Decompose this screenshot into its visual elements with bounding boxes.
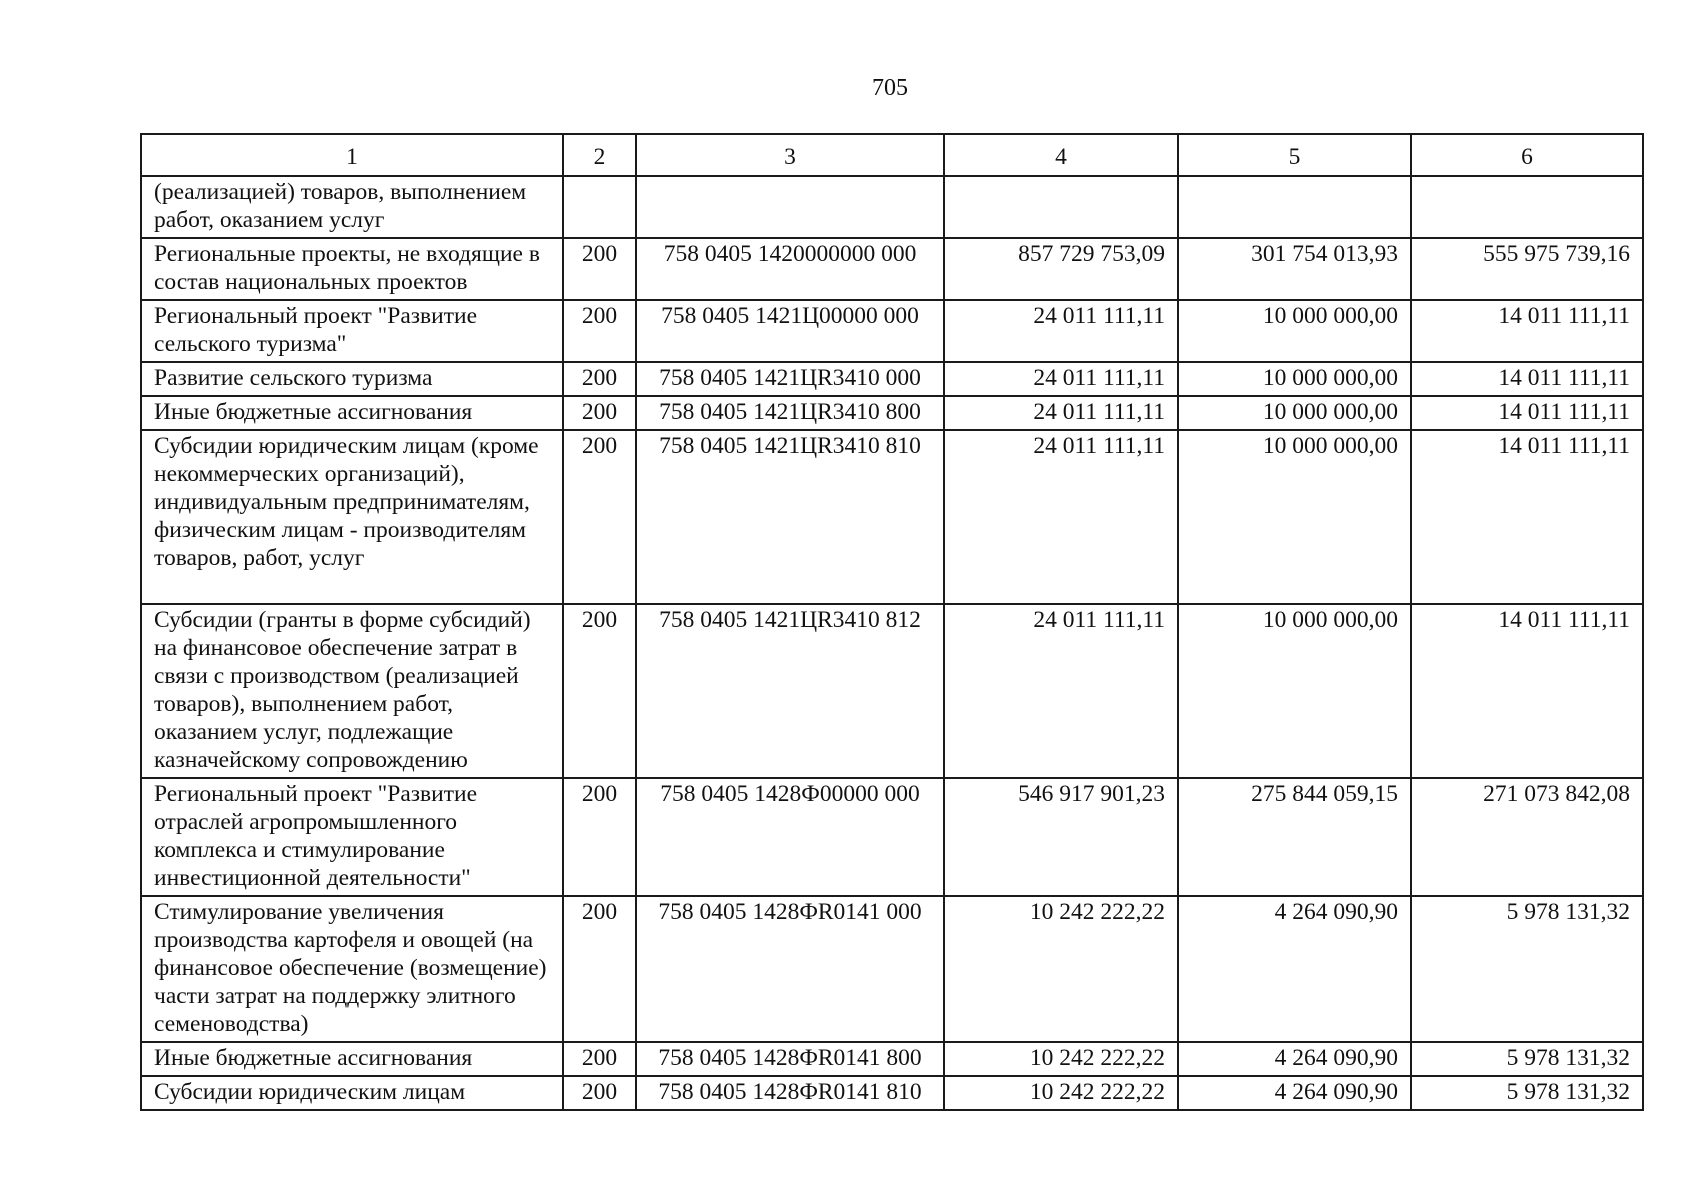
row-name: Развитие сельского туризма: [141, 362, 563, 396]
table-row: [141, 238, 1643, 300]
row-value-4: 857 729 753,09: [944, 238, 1178, 300]
row-code: 758 0405 1428ФR0141 800: [636, 1042, 944, 1076]
column-header-4: 4: [944, 134, 1178, 176]
row-value-6: 14 011 111,11: [1411, 362, 1643, 396]
row-value-4: 24 011 111,11: [944, 300, 1178, 362]
row-value-4: 10 242 222,22: [944, 1042, 1178, 1076]
row-value-5: 4 264 090,90: [1178, 1076, 1411, 1110]
row-code: [636, 176, 944, 238]
column-header-6: 6: [1411, 134, 1643, 176]
row-col2: 200: [563, 1076, 636, 1110]
row-value-6: 14 011 111,11: [1411, 396, 1643, 430]
table-row: [141, 896, 1643, 1042]
budget-table: [140, 133, 1644, 1111]
row-value-5: 275 844 059,15: [1178, 778, 1411, 896]
table-row: [141, 778, 1643, 896]
row-code: 758 0405 1428ФR0141 000: [636, 896, 944, 1042]
row-name: Региональный проект "Развитие отраслей агропромышленного комплекса и стимулирование инвестиционной деятельности": [141, 778, 563, 896]
column-header-5: 5: [1178, 134, 1411, 176]
row-value-4: 24 011 111,11: [944, 430, 1178, 604]
column-header-1: 1: [141, 134, 563, 176]
row-col2: 200: [563, 778, 636, 896]
table-row: [141, 430, 1643, 604]
row-name: (реализацией) товаров, выполнением работ, оказанием услуг: [141, 176, 563, 238]
row-code: 758 0405 1428ФR0141 810: [636, 1076, 944, 1110]
table-row: [141, 300, 1643, 362]
column-header-2: 2: [563, 134, 636, 176]
row-name: Региональные проекты, не входящие в состав национальных проектов: [141, 238, 563, 300]
row-col2: 200: [563, 362, 636, 396]
row-value-6: 5 978 131,32: [1411, 1076, 1643, 1110]
row-name: Иные бюджетные ассигнования: [141, 396, 563, 430]
row-value-5: 10 000 000,00: [1178, 604, 1411, 778]
row-value-5: 4 264 090,90: [1178, 1042, 1411, 1076]
row-col2: 200: [563, 238, 636, 300]
row-value-5: 301 754 013,93: [1178, 238, 1411, 300]
table-row: [141, 176, 1643, 238]
row-value-5: 10 000 000,00: [1178, 362, 1411, 396]
table-row: [141, 1076, 1643, 1110]
row-value-4: 24 011 111,11: [944, 362, 1178, 396]
row-code: 758 0405 1421ЦR3410 812: [636, 604, 944, 778]
row-value-6: 555 975 739,16: [1411, 238, 1643, 300]
row-value-4: [944, 176, 1178, 238]
table-row: [141, 362, 1643, 396]
row-value-6: 14 011 111,11: [1411, 604, 1643, 778]
row-name: Иные бюджетные ассигнования: [141, 1042, 563, 1076]
row-code: 758 0405 1421Ц00000 000: [636, 300, 944, 362]
row-code: 758 0405 1428Ф00000 000: [636, 778, 944, 896]
table-header-row: [141, 134, 1643, 176]
row-col2: 200: [563, 604, 636, 778]
row-value-5: 10 000 000,00: [1178, 300, 1411, 362]
row-name: Субсидии (гранты в форме субсидий) на финансовое обеспечение затрат в связи с производством (реализацией товаров), выполнением работ, оказанием услуг, подлежащие казначейскому сопровождению: [141, 604, 563, 778]
row-code: 758 0405 1421ЦR3410 800: [636, 396, 944, 430]
row-col2: [563, 176, 636, 238]
row-value-6: 5 978 131,32: [1411, 896, 1643, 1042]
row-value-6: 271 073 842,08: [1411, 778, 1643, 896]
row-col2: 200: [563, 896, 636, 1042]
row-col2: 200: [563, 1042, 636, 1076]
row-code: 758 0405 1421ЦR3410 810: [636, 430, 944, 604]
row-col2: 200: [563, 430, 636, 604]
page-number: 705: [872, 75, 908, 101]
row-name: Региональный проект "Развитие сельского туризма": [141, 300, 563, 362]
table-row: [141, 396, 1643, 430]
row-value-4: 24 011 111,11: [944, 604, 1178, 778]
row-value-4: 24 011 111,11: [944, 396, 1178, 430]
row-code: 758 0405 1420000000 000: [636, 238, 944, 300]
row-value-5: 10 000 000,00: [1178, 430, 1411, 604]
row-value-4: 10 242 222,22: [944, 1076, 1178, 1110]
table-row: [141, 604, 1643, 778]
row-value-5: 4 264 090,90: [1178, 896, 1411, 1042]
row-value-6: 5 978 131,32: [1411, 1042, 1643, 1076]
row-code: 758 0405 1421ЦR3410 000: [636, 362, 944, 396]
column-header-3: 3: [636, 134, 944, 176]
row-value-4: 10 242 222,22: [944, 896, 1178, 1042]
row-value-6: 14 011 111,11: [1411, 300, 1643, 362]
row-col2: 200: [563, 396, 636, 430]
row-name: Стимулирование увеличения производства картофеля и овощей (на финансовое обеспечение (возмещение) части затрат на поддержку элитного семеноводства): [141, 896, 563, 1042]
row-value-6: 14 011 111,11: [1411, 430, 1643, 604]
row-value-5: [1178, 176, 1411, 238]
row-value-6: [1411, 176, 1643, 238]
row-value-5: 10 000 000,00: [1178, 396, 1411, 430]
row-name: Субсидии юридическим лицам: [141, 1076, 563, 1110]
row-col2: 200: [563, 300, 636, 362]
row-name: Субсидии юридическим лицам (кроме некоммерческих организаций), индивидуальным предпринимателям, физическим лицам - производителям товаров, работ, услуг: [141, 430, 563, 604]
table-row: [141, 1042, 1643, 1076]
row-value-4: 546 917 901,23: [944, 778, 1178, 896]
